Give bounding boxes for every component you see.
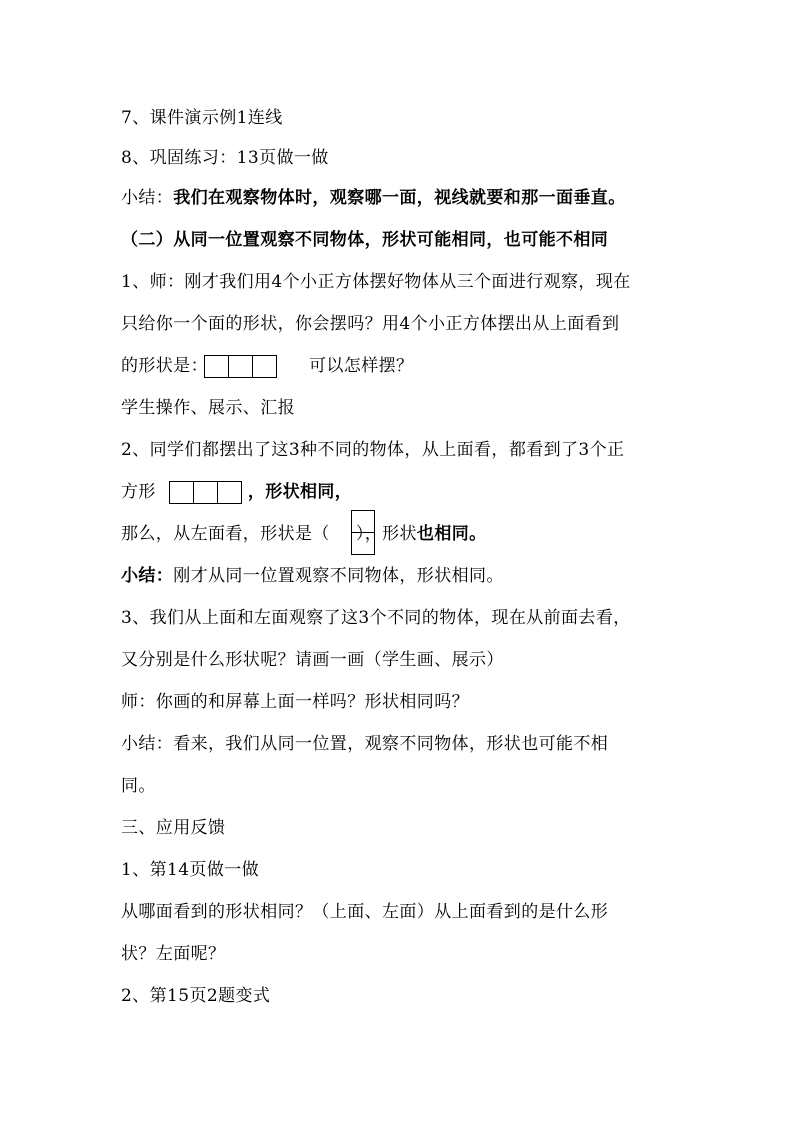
text-line-14: 又分别是什么形状呢？请画一画（学生画、展示） bbox=[121, 650, 504, 670]
text-line-6: 只给你一个面的形状，你会摆吗？用4个小正方体摆出从上面看到 bbox=[121, 314, 620, 334]
three-square-row-shape-2 bbox=[169, 481, 242, 504]
text-left-view: 那么，从左面看，形状是（ bbox=[121, 524, 330, 544]
text-line-21: 状？左面呢？ bbox=[121, 944, 226, 964]
text-line-1: 7、课件演示例1连线 bbox=[121, 108, 283, 128]
text-square-prefix: 方形 bbox=[121, 482, 156, 502]
text-left-view-shape: ），形状 bbox=[355, 524, 417, 544]
text-line-10 bbox=[121, 481, 352, 504]
text-line-19: 1、第14页做一做 bbox=[121, 860, 260, 880]
text-line-7 bbox=[121, 355, 413, 378]
text-line-8: 学生操作、展示、汇报 bbox=[121, 398, 295, 418]
two-square-column-shape bbox=[351, 510, 375, 555]
text-line-11 bbox=[121, 523, 487, 545]
text-also-same: 也相同。 bbox=[416, 524, 487, 544]
summary-bold-text: 我们在观察物体时，观察哪一面，视线就要和那一面垂直。 bbox=[173, 188, 626, 208]
text-line-17: 同。 bbox=[121, 776, 156, 796]
summary-label: 小结： bbox=[121, 188, 174, 208]
section-heading-2: （二）从同一位置观察不同物体，形状可能相同，也可能不相同 bbox=[121, 230, 609, 250]
text-shape-prefix: 的形状是： bbox=[121, 356, 208, 376]
section-heading-3: 三、应用反馈 bbox=[121, 818, 226, 838]
text-line-22: 2、第15页2题变式 bbox=[121, 986, 271, 1006]
three-square-row-shape bbox=[204, 355, 277, 378]
text-line-9: 2、同学们都摆出了这3种不同的物体，从上面看，都看到了3个正 bbox=[121, 440, 625, 460]
summary-line-1 bbox=[121, 187, 626, 209]
text-line-13: 3、我们从上面和左面观察了这3个不同的物体，现在从前面去看， bbox=[121, 608, 631, 628]
text-same-shape: ，形状相同， bbox=[247, 482, 353, 502]
text-line-16: 小结：看来，我们从同一位置，观察不同物体，形状也可能不相 bbox=[121, 734, 609, 754]
text-line-2: 8、巩固练习：13页做一做 bbox=[121, 148, 329, 168]
summary-label-bold: 小结： bbox=[121, 566, 174, 586]
summary-text-2: 刚才从同一位置观察不同物体，形状相同。 bbox=[173, 566, 504, 586]
text-shape-suffix: 可以怎样摆？ bbox=[309, 356, 414, 376]
summary-line-2 bbox=[121, 565, 504, 587]
text-line-15: 师：你画的和屏幕上面一样吗？形状相同吗？ bbox=[121, 692, 469, 712]
text-line-5: 1、师：刚才我们用4个小正方体摆好物体从三个面进行观察，现在 bbox=[121, 272, 631, 292]
text-line-20: 从哪面看到的形状相同？（上面、左面）从上面看到的是什么形 bbox=[121, 902, 609, 922]
